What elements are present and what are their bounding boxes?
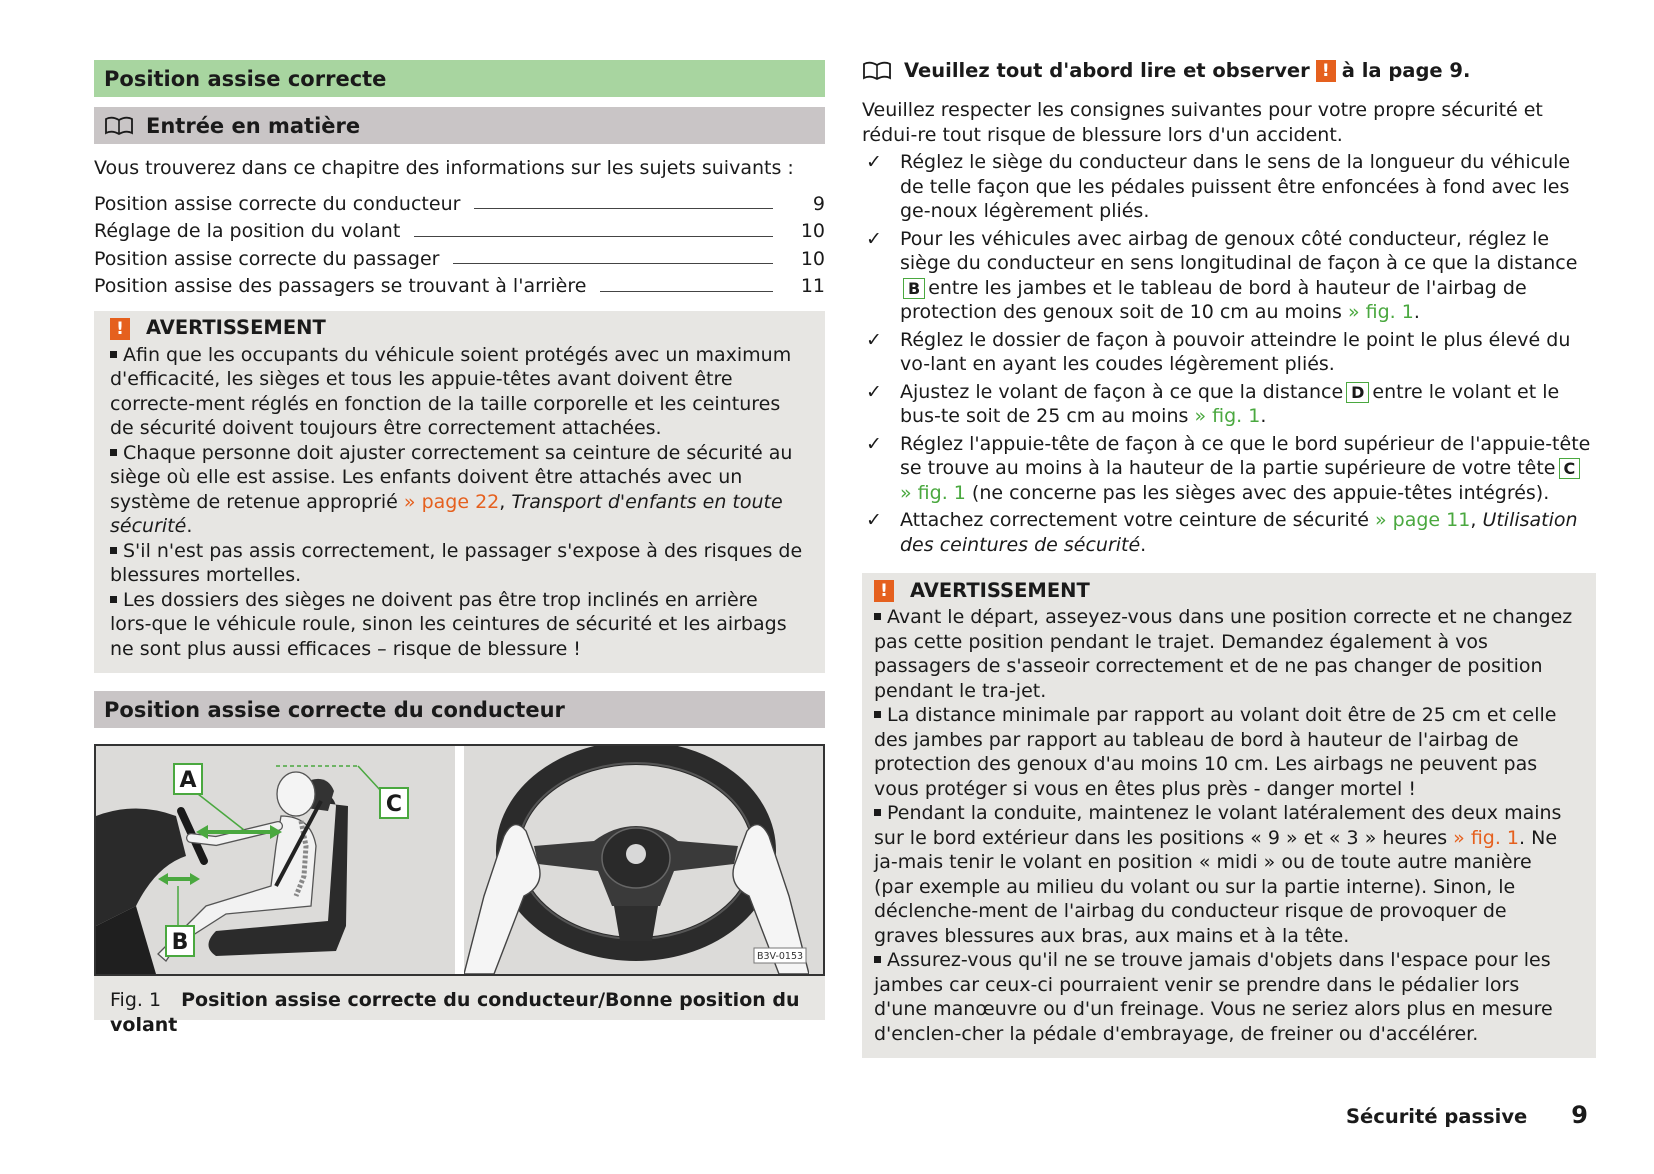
table-of-contents: [94, 189, 825, 299]
read-first-text: Veuillez tout d'abord lire et observer: [904, 58, 1310, 82]
page-number: 9: [1571, 1101, 1588, 1129]
warning-box: [94, 311, 825, 674]
bullet-square-icon: [874, 613, 881, 620]
bullet-square-icon: [874, 809, 881, 816]
list-item: ✓ Réglez le dossier de façon à pouvoir atteindre le point le plus élevé du vo-lant en ayant les coudes légèrement pliés.: [862, 328, 1596, 377]
list-item: ✓ Réglez l'appuie-tête de façon à ce que le bord supérieur de l'appuie-tête se trouve au moins à la hauteur de la partie supérieure de votre tête C » fig. 1 (ne concerne pas les sièges avec des appuie-têtes intégrés).: [862, 432, 1596, 506]
toc-page: 9: [812, 192, 825, 215]
caption-title: Position assise correcte du conducteur/Bonne position du volant: [110, 989, 800, 1036]
warning-icon: !: [1316, 60, 1336, 82]
intro-heading-bar: [94, 107, 825, 144]
toc-row[interactable]: [94, 189, 825, 217]
warning-bullet: Avant le départ, asseyez-vous dans une position correcte et ne changez pas cette position pendant le trajet. Demandez également à vos passagers de s'asseoir correctement et de ne pas changer de position pendant le tra-jet.: [874, 606, 1573, 702]
bullet-square-icon: [110, 596, 117, 603]
check-icon: ✓: [866, 380, 882, 403]
toc-page: 10: [800, 220, 825, 242]
warning-bullet: Assurez-vous qu'il ne se trouve jamais d'objets dans l'espace pour les jambes car ceux-ci pourraient venir se prendre dans le pédalier lors d'une manœuvre ou d'un freinage. Vous ne seriez alors plus en mesure d'enclen-cher la pédale d'embrayage, de freiner ou d'accélérer.: [874, 949, 1553, 1045]
list-item: ✓ Réglez le siège du conducteur dans le sens de la longueur du véhicule de telle façon que les pédales puissent être enfoncées à fond avec les ge-noux légèrement pliés.: [862, 150, 1596, 224]
toc-row[interactable]: [94, 271, 825, 299]
warning-icon: !: [874, 580, 894, 602]
toc-label: Position assise des passagers se trouvant à l'arrière: [94, 275, 587, 297]
caption-number: Fig. 1: [110, 989, 162, 1011]
footer-section: Sécurité passive: [1345, 1105, 1528, 1128]
driver-seat-drawing: [96, 746, 455, 974]
right-column: [862, 56, 1596, 1058]
toc-leader: [600, 291, 773, 292]
bullet-square-icon: [874, 711, 881, 718]
toc-leader: [414, 236, 773, 237]
steering-illustration: [464, 746, 823, 974]
figure-link[interactable]: » fig. 1: [1347, 301, 1414, 323]
warning-bullet: S'il n'est pas assis correctement, le passager s'expose à des risques de blessures mortelles.: [110, 539, 803, 586]
list-item: ✓ Attachez correctement votre ceinture de sécurité » page 11, Utilisation des ceintures de sécurité.: [862, 508, 1596, 557]
book-icon: [104, 116, 134, 136]
page-link[interactable]: » page 11: [1375, 509, 1471, 531]
toc-leader: [474, 208, 773, 209]
warning-title-row: [874, 577, 1576, 605]
driver-heading-text: Position assise correcte du conducteur: [104, 697, 565, 722]
intro-text: Vous trouverez dans ce chapitre des informations sur les sujets suivants :: [94, 157, 794, 179]
read-first-page: à la page 9.: [1341, 58, 1471, 82]
bullet-square-icon: [874, 956, 881, 963]
label-box-b: B: [903, 278, 925, 299]
check-icon: ✓: [866, 151, 882, 173]
toc-page: 10: [800, 247, 825, 270]
label-a: A: [179, 768, 197, 793]
steering-wheel-drawing: [464, 746, 809, 974]
section-title: Position assise correcte: [94, 60, 825, 97]
figure-link[interactable]: » fig. 1: [1453, 826, 1520, 849]
warning-box: [862, 573, 1596, 1058]
warning-title-row: [110, 315, 805, 343]
right-intro: Veuillez respecter les consignes suivantes pour votre propre sécurité et rédui-re tout risque de blessure lors d'un accident.: [862, 99, 1543, 146]
bullet-square-icon: [110, 449, 117, 456]
page-footer: [1346, 1103, 1588, 1130]
check-icon: ✓: [866, 509, 882, 531]
intro-heading: Entrée en matière: [146, 113, 361, 138]
seat-illustration: [96, 746, 455, 974]
figure-separator: [455, 746, 464, 974]
driver-heading: [94, 691, 825, 728]
warning-icon: !: [110, 318, 130, 340]
bullet-square-icon: [110, 547, 117, 554]
warning-bullet: Les dossiers des sièges ne doivent pas être trop inclinés en arrière lors-que le véhicule roule, sinon les ceintures de sécurité et les airbags ne sont plus aussi efficaces – risque de blessure !: [110, 588, 787, 660]
label-b: B: [171, 930, 189, 955]
toc-label: Position assise correcte du conducteur: [94, 192, 461, 215]
toc-label: Réglage de la position du volant: [94, 220, 401, 242]
list-item: ✓ Pour les véhicules avec airbag de genoux côté conducteur, réglez le siège du conducteur en sens longitudinal de façon à ce que la distanceB entre les jambes et le tableau de bord à hauteur de l'airbag de protection des genoux soit de 10 cm au moins » fig. 1.: [862, 227, 1596, 325]
warning-bullet: La distance minimale par rapport au volant doit être de 25 cm et celle des jambes par rapport au tableau de bord à hauteur de l'airbag de protection des genoux d'au moins 10 cm. Les airbags ne peuvent pas vous protéger si vous en êtes plus près - danger mortel !: [874, 704, 1557, 800]
toc-row[interactable]: [94, 244, 825, 272]
warning-title: AVERTISSEMENT: [910, 578, 1090, 602]
left-column: [94, 60, 825, 1036]
list-item: ✓ Ajustez le volant de façon à ce que la distance D entre le volant et le bus-te soit de 25 cm au moins » fig. 1.: [862, 380, 1596, 429]
figure-caption: [94, 976, 825, 1036]
figure-1: [94, 744, 825, 976]
bullet-square-icon: [110, 351, 117, 358]
warning-bullet: Pendant la conduite, maintenez le volant latéralement des deux mains sur le bord extérieur dans les positions « 9 » et « 3 » heures » fig. 1. Ne ja-mais tenir le volant en position « midi » ou de toute autre manière (par exemple au milieu du volant ou sur la partie interne). Sinon, le déclenche-ment de l'airbag du conducteur risque de provoquer de graves blessures aux bras, aux mains et à la tête.: [874, 802, 1562, 947]
figure-link[interactable]: » fig. 1: [1194, 405, 1261, 427]
toc-label: Position assise correcte du passager: [94, 247, 440, 270]
book-icon: [862, 61, 892, 81]
check-icon: ✓: [866, 227, 882, 250]
warning-title: AVERTISSEMENT: [146, 316, 326, 340]
checklist: [862, 150, 1596, 557]
figure-code: B3V-0153: [756, 951, 804, 962]
label-box-d: D: [1346, 382, 1369, 403]
label-box-c: C: [1559, 458, 1581, 479]
warning-bullet: Afin que les occupants du véhicule soient protégés avec un maximum d'efficacité, les sièges et tous les appuie-têtes avant doivent être correcte-ment réglés en fonction de la taille corporelle et les ceintures de sécurité doivent toujours être correctement attachées.: [110, 343, 792, 439]
check-icon: ✓: [866, 328, 882, 351]
toc-row[interactable]: [94, 216, 825, 244]
toc-page: 11: [800, 275, 825, 297]
check-icon: ✓: [866, 432, 882, 455]
read-first-line: [862, 56, 1596, 86]
page-link[interactable]: » page 22: [403, 490, 500, 513]
toc-leader: [453, 263, 773, 264]
label-c: C: [385, 792, 403, 817]
warning-bullet: Chaque personne doit ajuster correctement sa ceinture de sécurité au siège où elle est assise. Les enfants doivent être attachés avec un système de retenue approprié » page 22, Transport d'enfants en toute sécurité.: [110, 441, 793, 537]
figure-link[interactable]: » fig. 1: [900, 481, 966, 504]
